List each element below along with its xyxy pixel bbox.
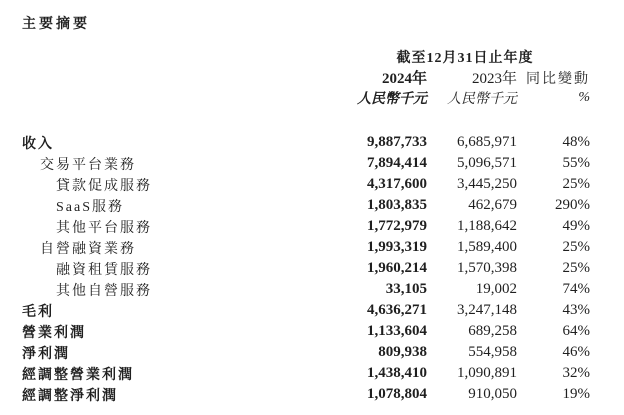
value-2024: 1,803,835 [367, 197, 427, 213]
row-label-cell [22, 217, 340, 237]
value-2024: 1,993,319 [367, 239, 427, 255]
table-row [22, 174, 590, 195]
value-2024: 7,894,414 [367, 155, 427, 171]
table-row [22, 363, 590, 384]
table-row [22, 216, 590, 237]
row-label-cell [22, 238, 340, 258]
value-2023: 3,247,148 [457, 302, 517, 318]
value-2023: 1,589,400 [457, 239, 517, 255]
unit-header-yoy: % [578, 90, 590, 105]
table-body [22, 132, 590, 405]
table-row [22, 195, 590, 216]
value-2023: 6,685,971 [457, 134, 517, 150]
value-yoy-change: 19% [562, 386, 590, 402]
table-row [22, 153, 590, 174]
value-2024: 1,960,214 [367, 260, 427, 276]
row-label-cell [22, 196, 340, 216]
row-label: 營業利潤 [22, 325, 86, 341]
table-row [22, 384, 590, 405]
value-yoy-change: 32% [562, 365, 590, 381]
row-label: 其他平台服務 [56, 220, 152, 236]
period-header: 截至12月31日止年度 [396, 50, 534, 66]
value-2023: 3,445,250 [457, 176, 517, 192]
value-yoy-change: 55% [562, 155, 590, 171]
row-label-cell [22, 259, 340, 279]
value-2024: 1,078,804 [367, 386, 427, 402]
value-2024: 33,105 [385, 281, 427, 297]
row-label-cell [22, 175, 340, 195]
value-2023: 689,258 [468, 323, 517, 339]
summary-table [22, 46, 590, 405]
value-yoy-change: 43% [562, 302, 590, 318]
row-label: 收入 [22, 136, 54, 152]
row-label: 融資租賃服務 [56, 262, 152, 278]
value-2023: 5,096,571 [457, 155, 517, 171]
value-yoy-change: 64% [562, 323, 590, 339]
unit-header-2023: 人民幣千元 [447, 92, 517, 107]
value-2023: 1,188,642 [457, 218, 517, 234]
table-row [22, 300, 590, 321]
row-label-cell [22, 364, 340, 384]
table-row [22, 279, 590, 300]
value-2023: 1,090,891 [457, 365, 517, 381]
value-2023: 554,958 [468, 344, 517, 360]
page-title: 主要摘要 [22, 17, 90, 32]
unit-header-row [22, 88, 590, 108]
period-header-row [22, 46, 590, 67]
row-label: 自營融資業務 [40, 241, 136, 257]
row-label: SaaS服務 [56, 199, 124, 215]
table-row [22, 237, 590, 258]
row-label-cell [22, 280, 340, 300]
value-2023: 910,050 [468, 386, 517, 402]
unit-header-2024: 人民幣千元 [357, 92, 427, 107]
row-label-cell [22, 385, 340, 405]
value-2024: 1,133,604 [367, 323, 427, 339]
value-2023: 462,679 [468, 197, 517, 213]
row-label: 經調整淨利潤 [22, 388, 118, 404]
row-label: 毛利 [22, 304, 54, 320]
table-row [22, 258, 590, 279]
column-header-2023: 2023年 [471, 71, 517, 87]
value-2024: 809,938 [378, 344, 427, 360]
table-row [22, 342, 590, 363]
value-yoy-change: 74% [562, 281, 590, 297]
value-2023: 1,570,398 [457, 260, 517, 276]
value-2024: 4,636,271 [367, 302, 427, 318]
table-row [22, 321, 590, 342]
row-label: 交易平台業務 [40, 157, 136, 173]
row-label-cell [22, 154, 340, 174]
row-label: 淨利潤 [22, 346, 70, 362]
row-label-cell [22, 301, 340, 321]
value-2024: 1,438,410 [367, 365, 427, 381]
row-label: 經調整營業利潤 [22, 367, 134, 383]
value-2024: 1,772,979 [367, 218, 427, 234]
year-header-row [22, 67, 590, 88]
value-yoy-change: 49% [562, 218, 590, 234]
row-label-cell [22, 322, 340, 342]
value-yoy-change: 25% [562, 239, 590, 255]
value-yoy-change: 46% [562, 344, 590, 360]
row-label: 其他自營服務 [56, 283, 152, 299]
value-2024: 9,887,733 [367, 134, 427, 150]
row-label-cell [22, 133, 340, 153]
value-2023: 19,002 [475, 281, 517, 297]
value-2024: 4,317,600 [367, 176, 427, 192]
value-yoy-change: 25% [562, 176, 590, 192]
value-yoy-change: 25% [562, 260, 590, 276]
table-row [22, 132, 590, 153]
column-header-yoy-change: 同比變動 [526, 71, 590, 87]
value-yoy-change: 48% [562, 134, 590, 150]
row-label-cell [22, 343, 340, 363]
column-header-2024: 2024年 [381, 71, 427, 87]
row-label: 貸款促成服務 [56, 178, 152, 194]
value-yoy-change: 290% [555, 197, 590, 213]
